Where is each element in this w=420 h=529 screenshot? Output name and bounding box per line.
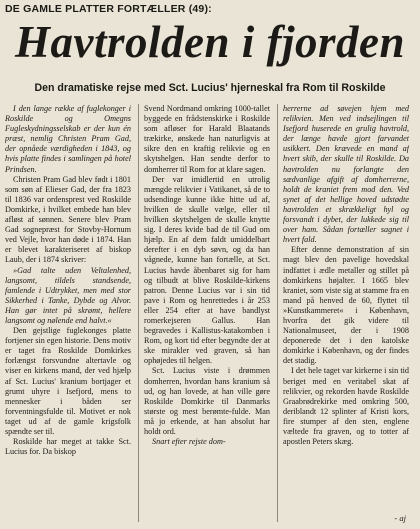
- headline: Havtrolden i fjorden: [15, 17, 405, 67]
- body-paragraph: Efter denne demonstration af sin magt blev den pavelige hovedskal indfattet i ædle metaller og stillet på domkirkens højalter. I 1665 blev kraniet, som viste sig at stamme fra en mand på henved de 60, flyttet til »Kunstkammeret« i København, hvorfra det gik videre til Nationalmuseet, der i 1908 deponerede det i den katolske domkirke i København, og der findes det stadig.: [283, 245, 409, 366]
- column-divider: [138, 104, 139, 522]
- intro-paragraph: I den lange række af fuglekonger i Roskilde og Omegns Fugleskydningsselskab er der kun én præst, nemlig Christen Pram Gad, der opnåede værdigheden i 1843, og hvis platte findes i samlingen på hotel Prindsen.: [5, 104, 131, 174]
- continuation-paragraph: Snart efter rejste dom-: [152, 437, 226, 447]
- article-column-3: [283, 104, 409, 524]
- series-kicker: DE GAMLE PLATTER FORTÆLLER (49):: [5, 3, 212, 15]
- body-paragraph: Sct. Lucius viste i drømmen domherren, hvordan hans kranium så ud, og han lovede, at han ville gøre Roskilde Domkirke til Danmarks største og mest berømte-fulde. Man må jo erkende, at han absolut har holdt ord.: [144, 366, 270, 436]
- body-paragraph: Roskilde har meget at takke Sct. Lucius for. Da biskop: [5, 437, 131, 457]
- author-signature: - aj: [394, 513, 406, 523]
- body-paragraph: Den gejstlige fuglekonges platte fortjener sin egen historie. Dens motiv er taget fra Roskilde Domkirkes forlængst forsvundne altertavle og viser en kirkens mand, der ved hjælp af Sct. Lucius' kranium bortjager et grumt uhyre i Isefjord, mens to mennesker i båden ser forventningsfulde til. Motivet er nok taget ud af de gamle krigsfolk spændte ser til.: [5, 326, 131, 436]
- quote-paragraph: »Gad talte uden Veltalenhed, langsomt, tildels standsende, famlende i Udtrykket, men med stor Sikkerhed i Tanke, Dybde og Alvor. Han gør intet på skrømt, hellere langsomt og nølende end halvt.«: [5, 265, 131, 325]
- body-paragraph: Christen Pram Gad blev født i 1801 som søn af Elieser Gad, der fra 1823 til 1836 var ordensprest ved Roskilde Domkirke, i hvilket embede han blev afløst af sønnen. Senere blev Pram Gad sognepræst for Stovby-Hornum ved Vejle, hvor han døde i 1874. Han er blevet karakteriseret af biskop Laub, der i 1874 skriver:: [5, 174, 131, 265]
- body-paragraph: I det hele taget var kirkerne i sin tid beriget med en veritabel skat af relikvier, og rekorden havde Roskilde Graabrødrekirke med omkring 500, deriblandt 12 splinter af Kristi kors, fire stumper af den sten, englene væltede fra graven, og to totter af apostlen Peters skæg.: [283, 366, 409, 447]
- body-paragraph: Svend Nordmand omkring 1000-tallet byggede en frådstenskirke i Roskilde som afløser for Harald Blaatands trækirke, ønskede han naturligvis at sikre den en kraftig relikvie og en skytshelgen. Han sendte derfor to domherrer til Rom for at klare sagen.: [144, 104, 270, 174]
- body-paragraph: herrerne ad søvejen hjem med relikvien. Men ved indsejlingen til Isefjord huserede en grulig havtrold, der længe havde gjort farvandet usikkert. Den krævede en mand af hvert skib, der skulle til Roskilde. Da havtrolden nu forlangte den sædvanlige afgift af domherrerne, holdt de kraniet frem mod den. Ved synet af det hellige hoved udstødte havtrolden et skrækkeligt hyl og forsvandt i dybet, der lukkede sig til over ham. Sådan fortæller sagnet i hvert fald.: [283, 104, 409, 245]
- article-column-2: [144, 104, 270, 524]
- article-column-1: [5, 104, 131, 524]
- body-paragraph: Der var imidlertid en utrolig mængde relikvier i Vatikanet, så de to udsendinge kunne ikke hitte ud af, hvilken de skulle vælge, eller til hvilken skytshelgen de skulle knytte sig. I deres kvide bad de til Gud om hjælp. En af dem faldt umiddelbart derefter i en dyb søvn, og da han vågnede, kunne han fortælle, at Sct. Lucius havde åbenbaret sig for ham og tilbudt at blive Roskilde-kirkens patron. Denne Lucius var i sin tid pave i Rom og henrettedes i år 253 eller 254 efter at have bandlyst romerkejseren Gallus. Han begravedes i Kallistus-katakomben i Rom, og kort tid efter begyndte der at ske mirakler ved graven, så han ophøjedes til helgen.: [144, 174, 270, 366]
- subheadline: Den dramatiske rejse med Sct. Lucius' hjerneskal fra Rom til Roskilde: [34, 82, 386, 94]
- column-divider: [277, 104, 278, 522]
